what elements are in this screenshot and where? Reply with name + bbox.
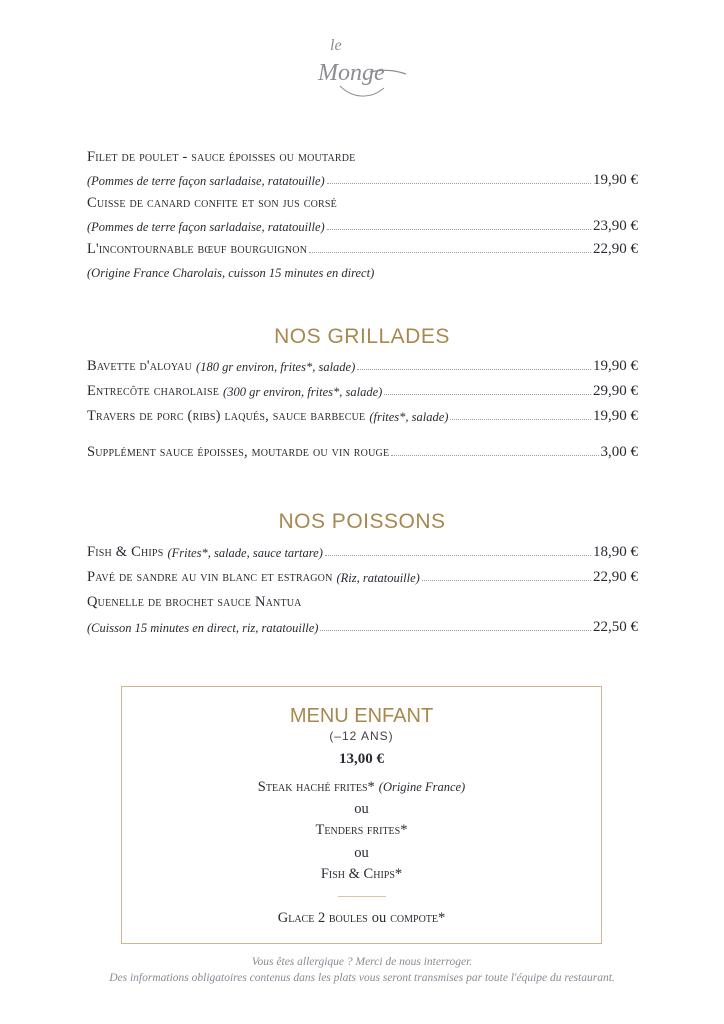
kids-menu-title: MENU ENFANT — [289, 705, 434, 727]
leader-dots — [320, 629, 591, 631]
logo-text-le: le — [330, 37, 342, 54]
grillades-heading: NOS GRILLADES — [274, 325, 450, 348]
menu-item — [87, 258, 638, 281]
dish-description: (Frites*, salade, sauce tartare) — [167, 546, 323, 560]
leader-dots — [327, 182, 591, 184]
kids-item-tenders: Tenders frites* — [315, 822, 408, 838]
dish-description: (frites*, salade) — [369, 410, 449, 424]
leader-dots — [309, 251, 591, 253]
kids-or-1: ou — [354, 801, 369, 817]
poissons-heading: NOS POISSONS — [278, 510, 446, 533]
dish-description: (Pommes de terre façon sarladaise, ratatouille) — [87, 174, 325, 188]
leader-dots — [325, 554, 591, 556]
leader-dots — [327, 228, 591, 230]
supplement-price: 3,00 € — [600, 444, 638, 460]
kids-menu-box — [121, 686, 602, 944]
dish-name: Quenelle de brochet sauce Nantua — [87, 594, 302, 610]
kids-item-steak: Steak haché frites* — [257, 779, 375, 795]
dish-name: Filet de poulet - sauce époisses ou moutarde — [87, 149, 356, 165]
leader-dots — [391, 454, 598, 456]
leader-dots — [422, 579, 591, 581]
menu-item — [87, 377, 638, 400]
dish-description: (180 gr environ, frites*, salade) — [196, 360, 356, 374]
dish-name: Bavette d'aloyau — [87, 358, 193, 374]
dish-name: Entrecôte charolaise — [87, 383, 220, 399]
dish-name: Cuisse de canard confite et son jus corsé — [87, 195, 337, 211]
kids-or-2: ou — [354, 845, 369, 861]
kids-item-steak-note: (Origine France) — [378, 780, 466, 794]
kids-menu-price: 13,00 € — [339, 751, 384, 767]
dish-name: Pavé de sandre au vin blanc et estragon — [87, 569, 333, 585]
dish-name: Travers de porc (ribs) laqués, sauce barbecue — [87, 408, 366, 424]
supplement-row — [87, 438, 638, 461]
main-dishes-section — [87, 143, 638, 281]
dish-price: 19,90 € — [593, 172, 638, 188]
kids-item-fish: Fish & Chips* — [320, 866, 403, 882]
allergy-info: Des informations obligatoires contenus dans les plats vous seront transmises par toute l'équipe du restaurant. — [109, 972, 615, 984]
dish-name: L'incontournable bœuf bourguignon — [87, 241, 308, 257]
dish-price: 22,90 € — [593, 241, 638, 257]
kids-dessert-glace: Glace 2 boules — [277, 910, 368, 926]
kids-dessert — [122, 909, 601, 927]
supplement-name: Supplément sauce époisses, moutarde ou vin rouge — [87, 444, 390, 460]
menu-item — [87, 352, 638, 375]
menu-item — [87, 588, 638, 611]
grillades-section — [87, 352, 638, 461]
dish-price: 19,90 € — [593, 358, 638, 374]
poissons-section — [87, 538, 638, 636]
menu-item — [87, 613, 638, 636]
dish-description: (300 gr environ, frites*, salade) — [223, 385, 383, 399]
restaurant-logo — [300, 28, 424, 108]
dish-description: (Cuisson 15 minutes en direct, riz, ratatouille) — [87, 621, 319, 635]
allergy-notice: Vous êtes allergique ? Merci de nous interroger. — [251, 956, 473, 968]
dish-price: 29,90 € — [593, 383, 638, 399]
leader-dots — [357, 368, 591, 370]
dish-price: 22,50 € — [593, 619, 638, 635]
menu-item — [87, 143, 638, 166]
menu-item — [87, 563, 638, 586]
kids-menu-age: (–12 ANS) — [329, 729, 394, 743]
menu-item — [87, 538, 638, 561]
menu-item — [87, 402, 638, 425]
dish-price: 22,90 € — [593, 569, 638, 585]
dish-description: (Riz, ratatouille) — [336, 571, 420, 585]
menu-item — [87, 166, 638, 189]
logo-text-monge: Monge — [318, 60, 385, 86]
dish-name: Fish & Chips — [87, 544, 164, 560]
dish-price: 18,90 € — [593, 544, 638, 560]
kids-dessert-or: ou — [371, 910, 387, 926]
menu-item — [87, 235, 638, 258]
dish-description: (Origine France Charolais, cuisson 15 minutes en direct) — [87, 266, 375, 280]
dish-description: (Pommes de terre façon sarladaise, ratatouille) — [87, 220, 325, 234]
kids-divider — [338, 896, 386, 897]
dish-price: 19,90 € — [593, 408, 638, 424]
leader-dots — [384, 393, 591, 395]
kids-dessert-compote: compote* — [390, 910, 446, 926]
kids-menu-item — [122, 778, 601, 796]
menu-item — [87, 212, 638, 235]
menu-item — [87, 189, 638, 212]
leader-dots — [450, 418, 591, 420]
dish-price: 23,90 € — [593, 218, 638, 234]
